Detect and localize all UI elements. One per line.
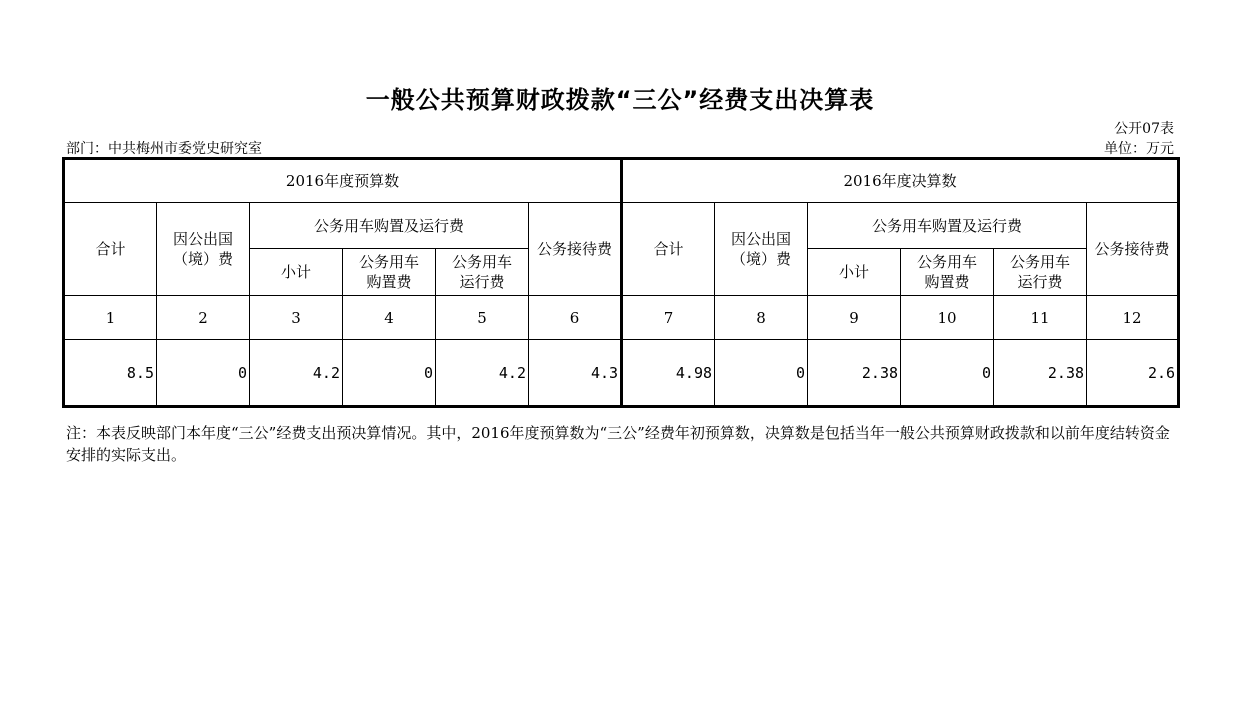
column-number: 9 <box>808 296 901 340</box>
value-cell: 2.38 <box>808 340 901 407</box>
page-title: 一般公共预算财政拨款“三公”经费支出决算表 <box>365 86 875 114</box>
final-operation-header-line1: 公务用车 <box>1010 253 1071 271</box>
value-cell: 8.5 <box>64 340 157 407</box>
column-number: 5 <box>436 296 529 340</box>
unit-label: 单位：万元 <box>1104 141 1174 157</box>
column-number: 4 <box>343 296 436 340</box>
budget-operation-header-line1: 公务用车 <box>451 253 512 271</box>
column-number: 11 <box>994 296 1087 340</box>
budget-operation-header <box>436 249 529 296</box>
value-cell: 2.38 <box>994 340 1087 407</box>
final-total-header: 合计 <box>622 203 715 296</box>
column-number: 12 <box>1087 296 1179 340</box>
column-number: 1 <box>64 296 157 340</box>
final-operation-header-line2: 运行费 <box>1017 273 1063 291</box>
column-number: 10 <box>901 296 994 340</box>
final-group-header: 2016年度决算数 <box>622 159 1179 203</box>
value-cell: 0 <box>901 340 994 407</box>
budget-abroad-header <box>157 203 250 296</box>
budget-subtotal-header: 小计 <box>250 249 343 296</box>
value-cell: 0 <box>157 340 250 407</box>
value-cell: 0 <box>715 340 808 407</box>
budget-purchase-header-line1: 公务用车 <box>358 253 419 271</box>
budget-total-header: 合计 <box>64 203 157 296</box>
budget-reception-header: 公务接待费 <box>529 203 622 296</box>
final-purchase-header <box>901 249 994 296</box>
value-cell: 4.98 <box>622 340 715 407</box>
department-label: 部门：中共梅州市委党史研究室 <box>66 141 262 157</box>
final-abroad-header <box>715 203 808 296</box>
final-purchase-header-line1: 公务用车 <box>917 253 978 271</box>
table-note: 注：本表反映部门本年度“三公”经费支出预决算情况。其中，2016年度预算数为“三公”经费年初预算数，决算数是包括当年一般公共预算财政拨款和以前年度结转资金安排的实际支出。 <box>66 424 1170 464</box>
final-vehicle-group-header: 公务用车购置及运行费 <box>808 203 1087 249</box>
final-reception-header: 公务接待费 <box>1087 203 1179 296</box>
value-cell: 2.6 <box>1087 340 1179 407</box>
value-cell: 4.2 <box>436 340 529 407</box>
budget-abroad-header-line2: （境）费 <box>172 250 233 268</box>
budget-group-header: 2016年度预算数 <box>64 159 622 203</box>
budget-vehicle-group-header: 公务用车购置及运行费 <box>250 203 529 249</box>
value-row <box>64 340 1179 407</box>
column-number: 6 <box>529 296 622 340</box>
column-number: 7 <box>622 296 715 340</box>
budget-purchase-header <box>343 249 436 296</box>
value-cell: 0 <box>343 340 436 407</box>
column-number-row <box>64 296 1179 340</box>
column-number: 2 <box>157 296 250 340</box>
final-subtotal-header: 小计 <box>808 249 901 296</box>
expenditure-table <box>62 157 1180 408</box>
budget-purchase-header-line2: 购置费 <box>366 273 412 291</box>
final-abroad-header-line1: 因公出国 <box>731 230 792 248</box>
budget-abroad-header-line1: 因公出国 <box>172 230 233 248</box>
final-abroad-header-line2: （境）费 <box>731 250 792 268</box>
form-number: 公开07表 <box>1114 121 1174 137</box>
final-purchase-header-line2: 购置费 <box>924 273 970 291</box>
column-number: 8 <box>715 296 808 340</box>
value-cell: 4.2 <box>250 340 343 407</box>
column-number: 3 <box>250 296 343 340</box>
budget-operation-header-line2: 运行费 <box>459 273 505 291</box>
value-cell: 4.3 <box>529 340 622 407</box>
final-operation-header <box>994 249 1087 296</box>
